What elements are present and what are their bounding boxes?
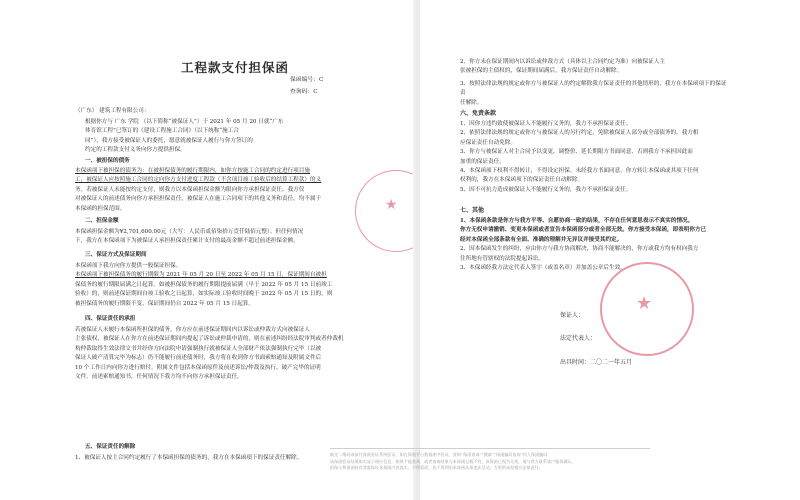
right-line-4: 任解除。 [460, 99, 483, 106]
right-line-3: 3、按照法律法规的规定或你方与被保证人的约定解除我方保证责任的其他情形的，我方在本保函项下的保证责 [460, 81, 727, 97]
section-2-line-2: 下，我方在本保函项下为被保证人承担担保责任累计支付的最高金额不超过前述担保金额。 [75, 238, 299, 245]
footer-line-2: 该保函验证结果如实显示相应信息，如果不能查询，或者查询结果与本保函记载不符，该保函已视为无效，请与我方联系客户服务确认。 [330, 458, 576, 464]
document-title: 工程款支付担保函 [180, 60, 289, 75]
intro-paragraph [85, 118, 405, 156]
right-line-13: 1、本保函条款是你方与我方平等、自愿协商一致的结果，不存在任何意思表示不真实的情况。 [460, 218, 694, 224]
section-1-line-4: 对被保证人的前述债务向你方承担担保责任，被保证人在施工合同项下的其他义务和责任，均不属于 [75, 196, 322, 203]
footer-line-3: 担保人和保函持有者都保证本保函内容真实，不得篡改，也不得利用本保函从事违法活动，否则须承担相应法律责任。 [330, 465, 543, 471]
section-5-continued [460, 58, 730, 77]
right-line-7: 应保证责任自动免除。 [460, 139, 516, 146]
section-2-heading: 二、担保金额 [85, 218, 119, 224]
intro-line-4: 约定的工程款支付义务向你方提供担保。 [85, 147, 186, 154]
section-4-line-2: 主张债权，被保证人在你方在前述保证期间内提起了诉讼或仲裁申请的，则在前述纠纷经法院审判或者仲裁机 [75, 336, 344, 343]
right-line-6: 2、依照法律法规的规定或你方与被保证人的另行约定，免除被保证人部分或全部债务的，我方相 [460, 130, 699, 137]
left-page [55, 0, 415, 500]
section-1-heading: 一、被担保的债务 [85, 158, 130, 164]
section-5-item-3 [460, 80, 730, 108]
section-3-line-2: 本保函项下被担保债务的履行期限为 2021 年 05 月 20 日至 2022 年 05 月 15 日，保证期间自被担 [75, 272, 327, 279]
right-line-16: 2、因本保函发生的纠纷，应由你方与我方协商解决，协商不能解决的，你方或我方均有权向我方 [460, 246, 699, 253]
right-line-15: 经对本保函全部条款有全面、准确的理解并无异议并接受其约定。 [460, 236, 623, 243]
section-6-body [460, 120, 730, 195]
section-1-body [75, 167, 405, 214]
footer-note [330, 452, 650, 472]
seal-star-right-icon: ★ [636, 293, 653, 314]
right-line-5: 1、因你方违约致使被保证人不能履行义务的，我方不承担保证责任。 [460, 121, 632, 127]
right-line-10: 4、本保函项下权利不得转让，不得设定担保。未经我方书面同意，你方转让本保函或其项下任何 [460, 168, 699, 175]
section-7-heading: 七、其他 [460, 207, 485, 214]
intro-line-1: 根据你方与 广东 学院 （以下简称“被保证人”）于 2021 年 05 月 20 日就“广东 [85, 119, 284, 125]
check-code-label: 查询码： [290, 89, 314, 95]
footer-rule [330, 448, 650, 449]
section-3-body [75, 262, 405, 309]
section-4-body [75, 326, 405, 382]
guarantee-number-value: C [319, 77, 324, 83]
section-4-heading: 四、保证责任的承担 [85, 316, 136, 322]
section-1-line-5: 本保函的担保范围。 [75, 205, 126, 212]
section-3-line-5: 被担保债务的履行期限不变，保证期间仍自 2022 年 05 月 15 日起算。 [75, 300, 254, 307]
guarantee-number-label: 保函编号： [290, 77, 319, 83]
section-5-line-1: 1、被保证人按主合同约定履行了本保函担保的债务的，我方在本保函项下的保证责任解除。 [75, 455, 303, 461]
seal-star-left-icon: ★ [385, 197, 398, 213]
right-line-11: 权利的，我方在本保函项下的保证责任自动解除。 [460, 177, 584, 184]
section-4-line-1: 若被保证人未履行本保函所担保的债务，你方应在前述保证期间内以诉讼或仲裁方式向被保证人 [75, 327, 310, 333]
section-3-heading: 三、保证方式及保证期间 [85, 252, 147, 258]
section-7-body [460, 217, 730, 273]
right-line-17: 住所地有管辖权的法院提起诉讼。 [460, 255, 544, 262]
guarantor-label: 保证人： [560, 312, 585, 319]
section-4-line-6: 文件。前述索赔通知书，任何情况下我方均不向你方承担保证责任。 [75, 374, 243, 381]
right-line-14: 你方无权申请撤销、变更本保函或者宣告本保函部分或者全部无效。你方接受本保函，即表明你方已 [460, 227, 707, 234]
right-line-8: 3、你方与被保证人对主合同予以变更、调整价、延长期限方书面同意，否则我方不承担因此而 [460, 149, 693, 156]
guarantee-number-row [290, 74, 323, 83]
section-1-line-2: 工，被保证人应按照施工合同的定向你方支付进度工程款（不含项目竣工验收后的结算工程款）的义 [75, 177, 322, 184]
section-3-line-3: 保债务的履行期限届满之日起算。如被担保债务的履行期限提前届满（早于 2022 年 05 月 15 日前竣工 [75, 281, 333, 288]
section-2-line-1: 本保函担保金额为¥2,701,600.00元（大写：人民币贰佰柒拾万壹仟陆佰元整）。但任何情况 [75, 229, 304, 235]
section-6-heading: 六、免责条款 [460, 110, 497, 117]
issue-date: 出具时间：二〇二一年五月 [560, 359, 633, 366]
intro-line-3: 同”），我方接受被保证人的委托，愿意就被保证人履行与你方签订的 [85, 137, 253, 144]
right-line-1: 2、你方未在保证期间内以诉讼或仲裁方式（具体以主合同约定为准）向被保证人主 [460, 59, 665, 65]
section-4-line-3: 构仲裁取得生效法律文书并经你方向法院申请强制执行就被保证人全部财产依法强制执行完毕（以被 [75, 345, 322, 352]
right-line-9: 加重的保证责任。 [460, 158, 505, 165]
check-code-row [290, 86, 318, 95]
right-line-2: 张被担保的主债权的，保证期间届满后，我方保证责任自动解除。 [460, 68, 623, 75]
check-code-value: C [313, 89, 318, 95]
intro-line-2: 体育馆工程”已签订的《建设工程施工合同》（以下统称“施工合 [85, 128, 239, 135]
legal-representative-label: 法定代表人： [560, 335, 597, 342]
section-4-line-4: 保证人破产清算完毕为标志）仍不能履行前述债务时，我方将在收到你方书面索赔通知及附属文件后 [75, 355, 322, 362]
addressee: （广东） 建筑工程有限公司： [75, 108, 150, 114]
footer-line-1: 截至二维码或前往保函验证系统验证。如在保函平台数据库中验证，查询“保函查询”“搜索”“保函编码查询”项入保函编码 [330, 452, 548, 457]
section-5-heading: 五、保证责任的解除 [85, 444, 136, 450]
right-line-18: 3、本保函经我方法定代表人签字（或盖名章）并加盖公章后生效。 [460, 265, 626, 272]
right-page [420, 0, 750, 500]
section-3-line-4: 验收）的，则前述保证期间自竣工验收之日起算，如实际竣工验收时间晚于 2022 年 05 月 15 日的，则 [75, 291, 333, 298]
section-1-line-3: 务。若被保证人未能按约定支付，则我方以本保函担保金额为限向你方承担保证责任。我方仅 [75, 186, 305, 193]
section-4-line-5: 10 个工作日内向你方进行赔付。附属文件包括本保函原件及前述诉讼/仲裁及执行、破产完毕的证明 [75, 364, 321, 371]
section-3-line-1: 本保函项下我方向你方提供一般保证担保。 [75, 263, 182, 269]
right-line-12: 5、因不可抗力造成被保证人不能履行义务的，我方不承担保证责任。 [460, 186, 632, 193]
section-1-line-1: 本保函项下被担保的债务为：在被担保债务的履行期限内，如你方按施工合同的约定进行项目施 [75, 168, 310, 174]
section-2-body [75, 228, 405, 247]
